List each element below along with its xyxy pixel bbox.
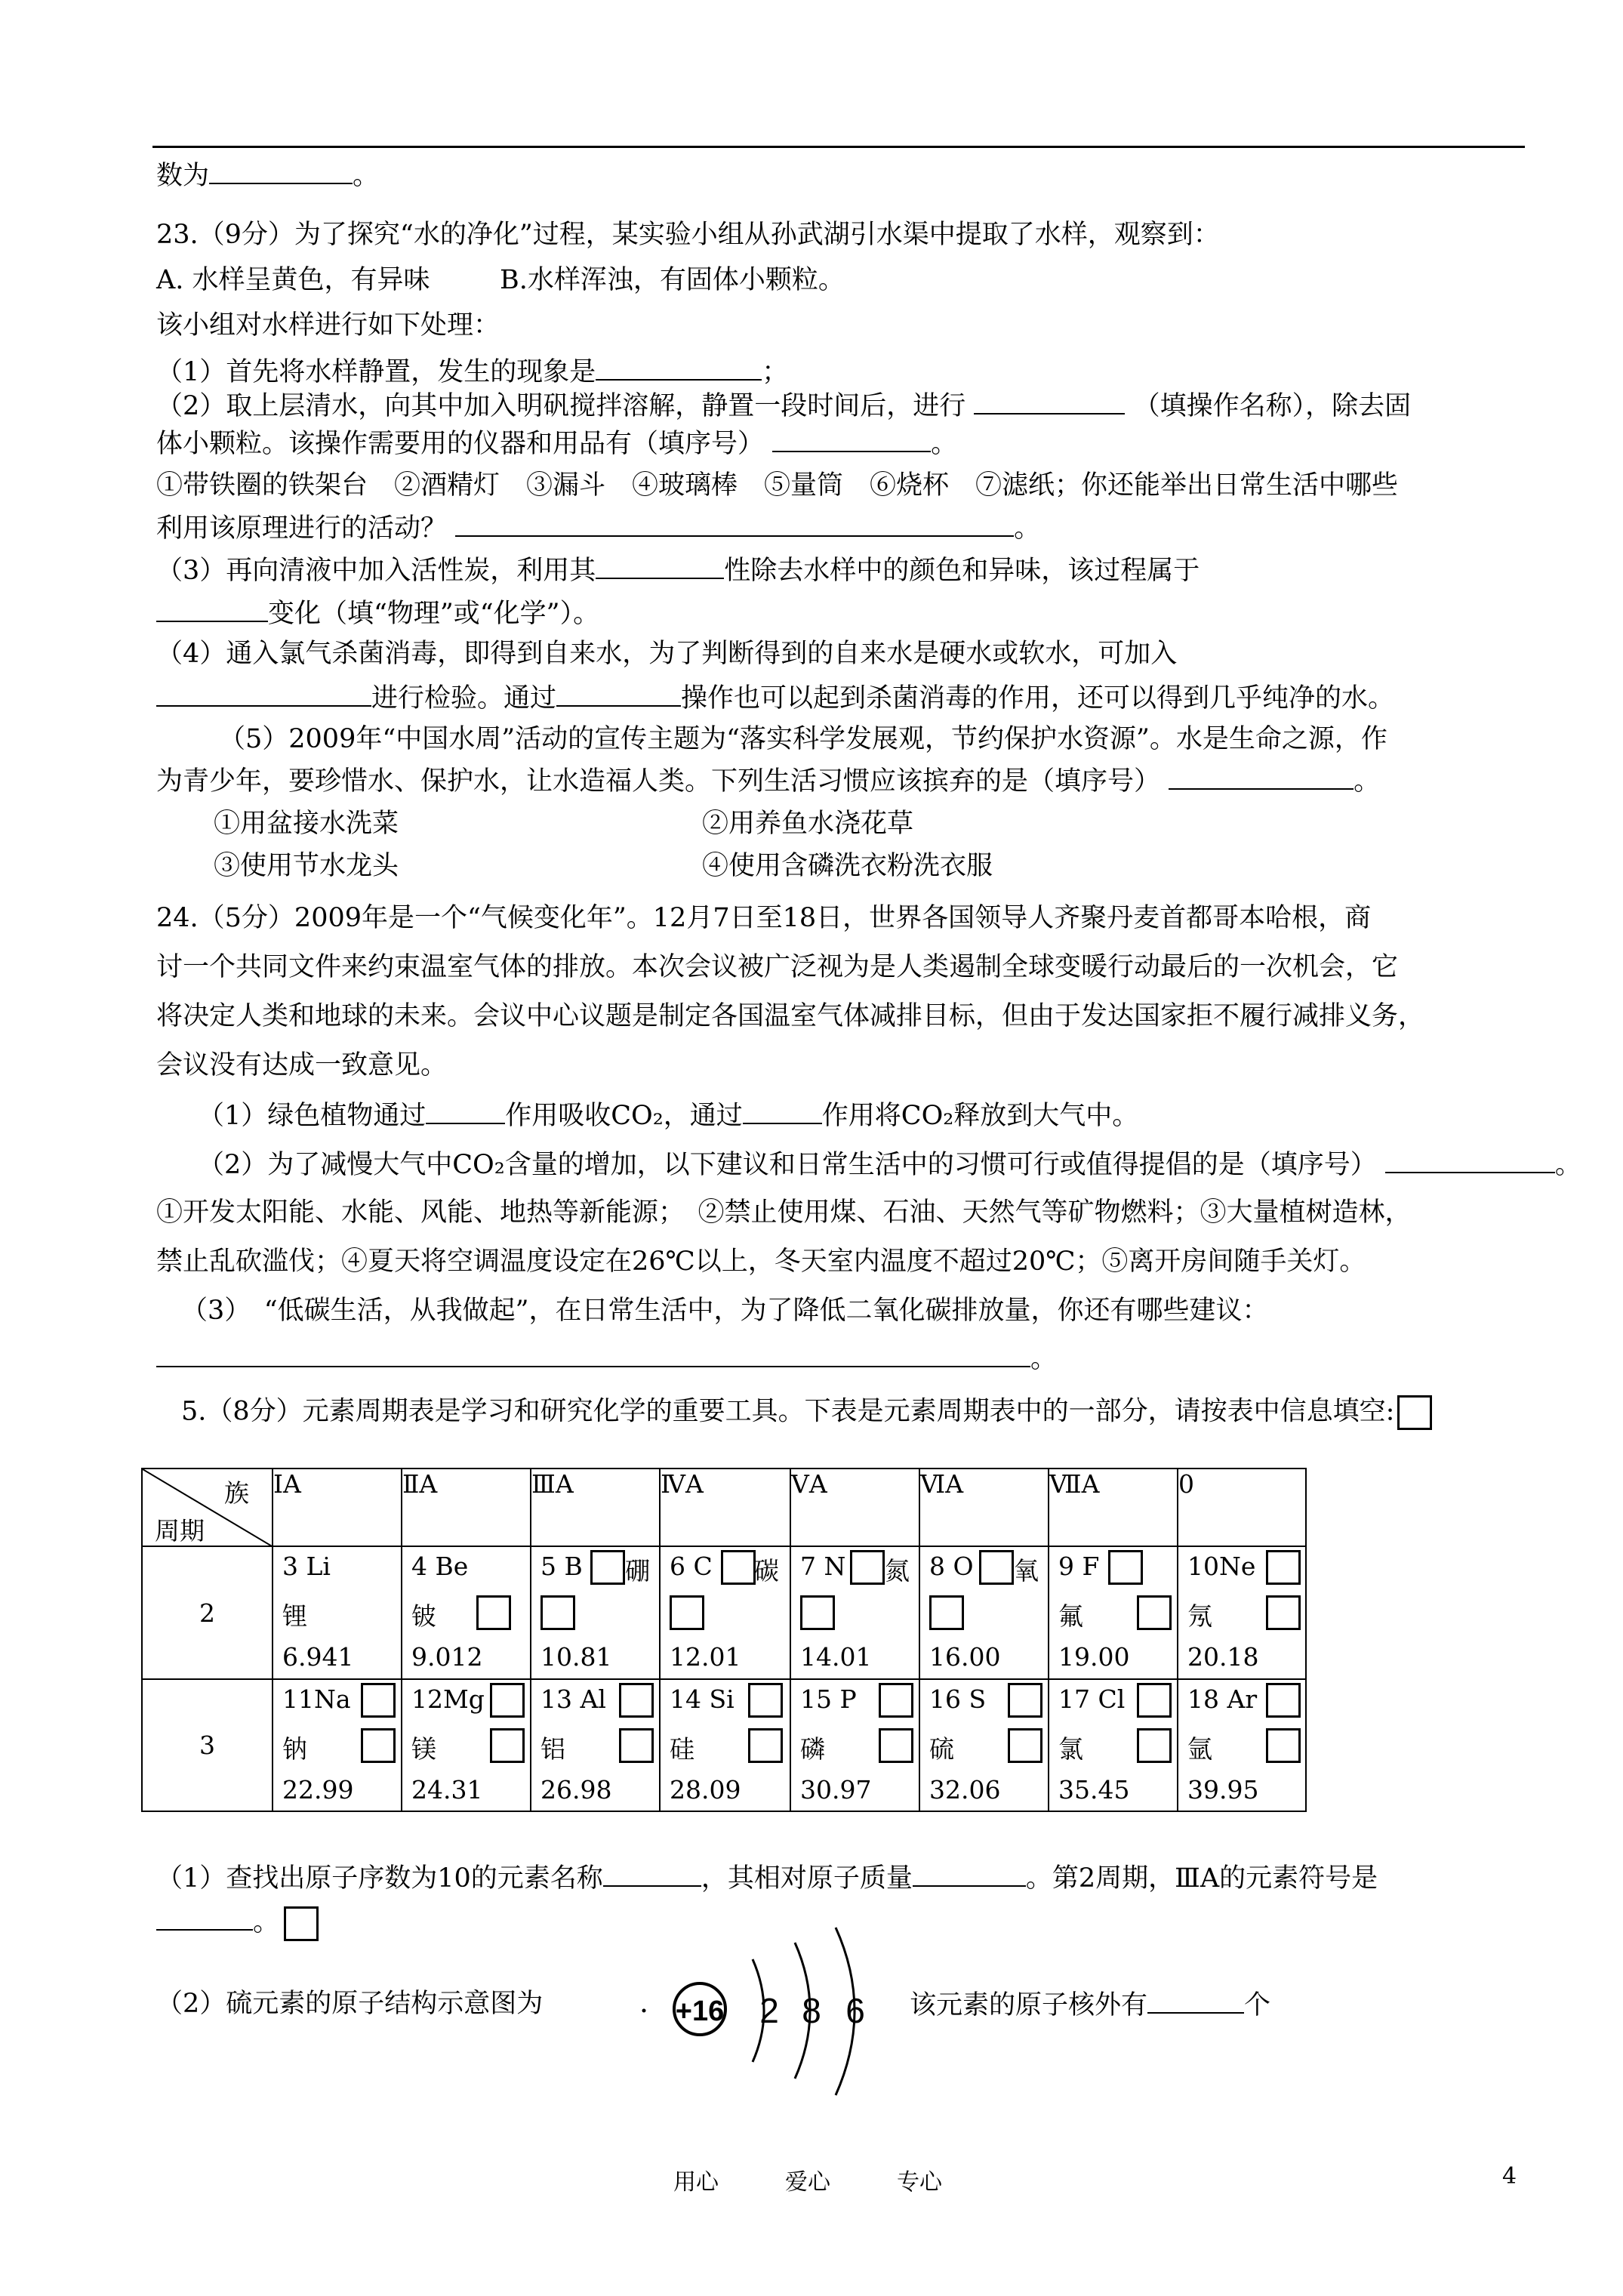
q23-part3-line2: 变化（填“物理”或“化学”）。 — [156, 596, 599, 630]
element-name: 氧 — [1014, 1556, 1039, 1586]
element-mass: 24.31 — [411, 1775, 483, 1804]
answer-blank[interactable] — [772, 427, 931, 452]
answer-blank[interactable] — [209, 159, 353, 184]
element-cell — [531, 1546, 660, 1679]
element-cell — [790, 1679, 919, 1811]
q23-part2-options: ①带铁圈的铁架台 ②酒精灯 ③漏斗 ④玻璃棒 ⑤量筒 ⑥烧杯 ⑦滤纸；你还能举出日常生活中哪些 — [156, 470, 1399, 501]
element-cell — [273, 1546, 402, 1679]
element-mass: 32.06 — [929, 1775, 1001, 1804]
checkbox[interactable] — [490, 1683, 525, 1718]
element-mass: 39.95 — [1187, 1775, 1259, 1804]
answer-blank[interactable] — [156, 1905, 253, 1931]
checkbox[interactable] — [929, 1595, 964, 1630]
header-rule — [152, 146, 1525, 148]
q23-part2: （2）取上层清水，向其中加入明矾搅拌溶解，静置一段时间后，进行 （填操作名称），除去固 — [156, 389, 1411, 422]
q23-observation-b: B.水样浑浊，有固体小颗粒。 — [500, 265, 845, 295]
checkbox[interactable] — [619, 1683, 654, 1718]
element-mass: 14.01 — [800, 1642, 872, 1672]
checkbox[interactable] — [1266, 1728, 1301, 1763]
checkbox[interactable] — [476, 1595, 511, 1630]
element-cell — [402, 1679, 531, 1811]
header-corner-cell — [142, 1469, 273, 1546]
q23-option-4: ④使用含磷洗衣粉洗衣服 — [702, 851, 993, 881]
group-header: ⅥA — [919, 1469, 1049, 1546]
q24-line4: 会议没有达成一致意见。 — [156, 1050, 448, 1080]
q23-part5: （5）2009年“中国水周”活动的宣传主题为“落实科学发展观，节约保护水资源”。水是生命之源，作 — [219, 724, 1387, 754]
answer-blank[interactable] — [603, 1861, 701, 1887]
checkbox[interactable] — [1266, 1595, 1301, 1630]
element-symbol: 6 C — [670, 1552, 713, 1581]
group-header: ⅦA — [1049, 1469, 1178, 1546]
page-number: 4 — [1502, 2163, 1517, 2190]
element-name: 硫 — [929, 1734, 954, 1764]
footer-text: 专心 — [897, 2169, 942, 2196]
element-name: 镁 — [411, 1734, 436, 1764]
element-mass: 9.012 — [411, 1642, 483, 1672]
q24-part2-options-2: 禁止乱砍滥伐；④夏天将空调温度设定在26℃以上，冬天室内温度不超过20℃；⑤离开房间随手关灯。 — [156, 1247, 1366, 1277]
element-mass: 19.00 — [1058, 1642, 1130, 1672]
answer-blank[interactable] — [1385, 1148, 1555, 1173]
q24-part1: （1）绿色植物通过 作用吸收CO₂，通过 作用将CO₂释放到大气中。 — [198, 1099, 1138, 1132]
shell-electron-count: 2 — [759, 1991, 779, 2030]
q25-part2-question: 该元素的原子核外有 个 — [910, 1988, 1270, 2021]
element-cell — [919, 1679, 1049, 1811]
element-name: 磷 — [800, 1734, 825, 1764]
element-mass: 35.45 — [1058, 1775, 1130, 1804]
element-mass: 16.00 — [929, 1642, 1001, 1672]
answer-blank[interactable] — [426, 1099, 505, 1124]
checkbox[interactable] — [540, 1595, 575, 1630]
periodic-table — [141, 1468, 1307, 1812]
q24-line2: 讨一个共同文件来约束温室气体的排放。本次会议被广泛视为是人类遏制全球变暖行动最后的一次机会，它 — [156, 952, 1399, 982]
element-cell — [273, 1679, 402, 1811]
checkbox[interactable] — [670, 1595, 704, 1630]
checkbox[interactable] — [590, 1550, 625, 1585]
element-symbol: 15 P — [800, 1684, 857, 1714]
q25-part2: （2）硫元素的原子结构示意图为 — [156, 1989, 544, 2019]
footer-text: 用心 — [673, 2169, 719, 2196]
table-row-period-3 — [142, 1679, 1306, 1811]
q25-title: 5.（8分）元素周期表是学习和研究化学的重要工具。下表是元素周期表中的一部分，请按表中信息填空: — [181, 1395, 1432, 1430]
element-cell — [402, 1546, 531, 1679]
q23-option-2: ②用养鱼水浇花草 — [702, 809, 914, 839]
element-name: 氯 — [1058, 1734, 1083, 1764]
element-mass: 6.941 — [282, 1642, 354, 1672]
q23-part3: （3）再向清液中加入活性炭，利用其 性除去水样中的颜色和异味，该过程属于 — [156, 553, 1200, 587]
group-header: ⅢA — [531, 1469, 660, 1546]
sulfur-atom-diagram — [638, 1922, 902, 2118]
element-name: 氮 — [885, 1556, 910, 1586]
element-cell — [790, 1546, 919, 1679]
q23-title: 23.（9分）为了探究“水的净化”过程，某实验小组从孙武湖引水渠中提取了水样，观察到： — [156, 220, 1220, 250]
checkbox[interactable] — [361, 1683, 396, 1718]
q25-part1: （1）查找出原子序数为10的元素名称 ，其相对原子质量 。第2周期，ⅢA的元素符号是 — [156, 1861, 1378, 1894]
period-number: 3 — [142, 1679, 273, 1811]
group-header: ⅡA — [402, 1469, 531, 1546]
table-row-period-2 — [142, 1546, 1306, 1679]
header-period-label: 周期 — [155, 1516, 205, 1546]
q22-tail: 数为 。 — [156, 159, 379, 192]
element-symbol: 7 N — [800, 1552, 846, 1581]
element-cell — [1178, 1546, 1306, 1679]
q24-part3: （3） “低碳生活，从我做起”，在日常生活中，为了降低二氧化碳排放量，你还有哪些建议： — [181, 1296, 1269, 1326]
group-header: ⅤA — [790, 1469, 919, 1546]
element-symbol: 18 Ar — [1187, 1684, 1258, 1714]
group-header: ⅣA — [660, 1469, 790, 1546]
q23-option-3: ③使用节水龙头 — [214, 851, 399, 881]
element-symbol: 5 B — [540, 1552, 583, 1581]
q24-part2: （2）为了减慢大气中CO₂含量的增加，以下建议和日常生活中的习惯可行或值得提倡的是（填序号） 。 — [198, 1148, 1581, 1181]
footer-text: 爱心 — [785, 2169, 830, 2196]
checkbox[interactable] — [490, 1728, 525, 1763]
checkbox[interactable] — [1108, 1550, 1143, 1585]
table-header-row — [142, 1469, 1306, 1546]
element-mass: 10.81 — [540, 1642, 612, 1672]
element-name: 硼 — [625, 1556, 650, 1586]
checkbox[interactable] — [748, 1683, 783, 1718]
checkbox[interactable] — [1266, 1683, 1301, 1718]
period-number: 2 — [142, 1546, 273, 1679]
element-name: 碳 — [754, 1556, 779, 1586]
answer-blank[interactable] — [974, 389, 1125, 415]
element-symbol: 3 Li — [282, 1552, 331, 1581]
q24-line3: 将决定人类和地球的未来。会议中心议题是制定各国温室气体减排目标，但由于发达国家拒不履行减排义务， — [156, 1001, 1425, 1031]
atom-nucleus-label: +16 — [675, 1996, 725, 2027]
checkbox[interactable] — [1266, 1550, 1301, 1585]
element-name: 铝 — [540, 1734, 565, 1764]
element-mass: 30.97 — [800, 1775, 872, 1804]
element-symbol: 17 Cl — [1058, 1684, 1126, 1714]
element-symbol: 10Ne — [1187, 1552, 1256, 1581]
element-symbol: 4 Be — [411, 1552, 469, 1581]
element-name: 钠 — [282, 1734, 307, 1764]
shell-electron-count: 6 — [845, 1991, 865, 2030]
checkbox[interactable] — [1137, 1683, 1172, 1718]
element-mass: 22.99 — [282, 1775, 354, 1804]
checkbox[interactable] — [721, 1550, 756, 1585]
checkbox[interactable] — [879, 1728, 913, 1763]
element-name: 铍 — [411, 1601, 436, 1631]
q24-part2-options: ①开发太阳能、水能、风能、地热等新能源； ②禁止使用煤、石油、天然气等矿物燃料；③大量植树造林， — [156, 1197, 1412, 1228]
answer-blank[interactable] — [455, 511, 1014, 537]
element-mass: 26.98 — [540, 1775, 612, 1804]
answer-blank[interactable] — [556, 681, 681, 707]
q23-part2-line4: 利用该原理进行的活动？ 。 — [156, 511, 1040, 544]
checkbox[interactable] — [619, 1728, 654, 1763]
answer-blank[interactable] — [156, 1342, 1030, 1367]
q23-observation-a: A. 水样呈黄色，有异味 — [156, 265, 430, 295]
element-mass: 28.09 — [670, 1775, 741, 1804]
checkbox[interactable] — [850, 1550, 885, 1585]
element-cell — [1049, 1546, 1178, 1679]
element-cell — [531, 1679, 660, 1811]
element-cell — [919, 1546, 1049, 1679]
element-name: 氟 — [1058, 1601, 1083, 1631]
element-mass: 20.18 — [1187, 1642, 1259, 1672]
q23-part4-line2: 进行检验。通过 操作也可以起到杀菌消毒的作用，还可以得到几乎纯净的水。 — [156, 681, 1394, 714]
q23-part1: （1）首先将水样静置，发生的现象是 ； — [156, 355, 788, 388]
answer-blank[interactable] — [1147, 1988, 1244, 2014]
checkbox[interactable] — [1397, 1395, 1432, 1430]
checkbox[interactable] — [1137, 1728, 1172, 1763]
element-symbol: 9 F — [1058, 1552, 1100, 1581]
header-group-label: 族 — [224, 1478, 249, 1508]
element-symbol: 12Mg — [411, 1684, 485, 1714]
answer-blank[interactable] — [596, 553, 724, 579]
q23-part5-line2: 为青少年，要珍惜水、保护水，让水造福人类。下列生活习惯应该摈弃的是（填序号） 。 — [156, 764, 1380, 797]
q23-part4: （4）通入氯气杀菌消毒，即得到自来水，为了判断得到的自来水是硬水或软水，可加入 — [156, 639, 1178, 669]
q24-line1: 24.（5分）2009年是一个“气候变化年”。12月7日至18日，世界各国领导人齐聚丹麦首都哥本哈根，商 — [156, 903, 1372, 933]
answer-blank[interactable] — [743, 1099, 822, 1124]
element-symbol: 16 S — [929, 1684, 987, 1714]
element-name: 锂 — [282, 1601, 307, 1631]
element-symbol: 11Na — [282, 1684, 351, 1714]
answer-blank[interactable] — [913, 1861, 1026, 1887]
checkbox[interactable] — [1008, 1728, 1042, 1763]
q23-option-1: ①用盆接水洗菜 — [214, 809, 399, 839]
answer-blank[interactable] — [596, 355, 762, 381]
q25-part1-line2: 。 — [156, 1905, 319, 1941]
q24-part3-answer: 。 — [156, 1342, 1057, 1375]
element-cell — [1049, 1679, 1178, 1811]
element-symbol: 14 Si — [670, 1684, 735, 1714]
answer-blank[interactable] — [156, 681, 371, 707]
checkbox[interactable] — [879, 1683, 913, 1718]
checkbox[interactable] — [1008, 1683, 1042, 1718]
element-symbol: 13 Al — [540, 1684, 606, 1714]
q23-intro: 该小组对水样进行如下处理： — [156, 310, 500, 341]
checkbox[interactable] — [284, 1906, 319, 1941]
element-symbol: 8 O — [929, 1552, 974, 1581]
element-cell — [660, 1679, 790, 1811]
group-header: 0 — [1178, 1469, 1306, 1546]
checkbox[interactable] — [800, 1595, 835, 1630]
checkbox[interactable] — [748, 1728, 783, 1763]
element-name: 氩 — [1187, 1734, 1212, 1764]
shell-electron-count: 8 — [802, 1991, 821, 2030]
element-name: 氖 — [1187, 1601, 1212, 1631]
element-cell — [1178, 1679, 1306, 1811]
answer-blank[interactable] — [1169, 764, 1354, 790]
answer-blank[interactable] — [156, 596, 268, 622]
group-header: ⅠA — [273, 1469, 402, 1546]
element-mass: 12.01 — [670, 1642, 741, 1672]
q23-part2-line2: 体小颗粒。该操作需要用的仪器和用品有（填序号） 。 — [156, 427, 957, 460]
element-cell — [660, 1546, 790, 1679]
checkbox[interactable] — [979, 1550, 1014, 1585]
element-name: 硅 — [670, 1734, 694, 1764]
checkbox[interactable] — [361, 1728, 396, 1763]
checkbox[interactable] — [1137, 1595, 1172, 1630]
